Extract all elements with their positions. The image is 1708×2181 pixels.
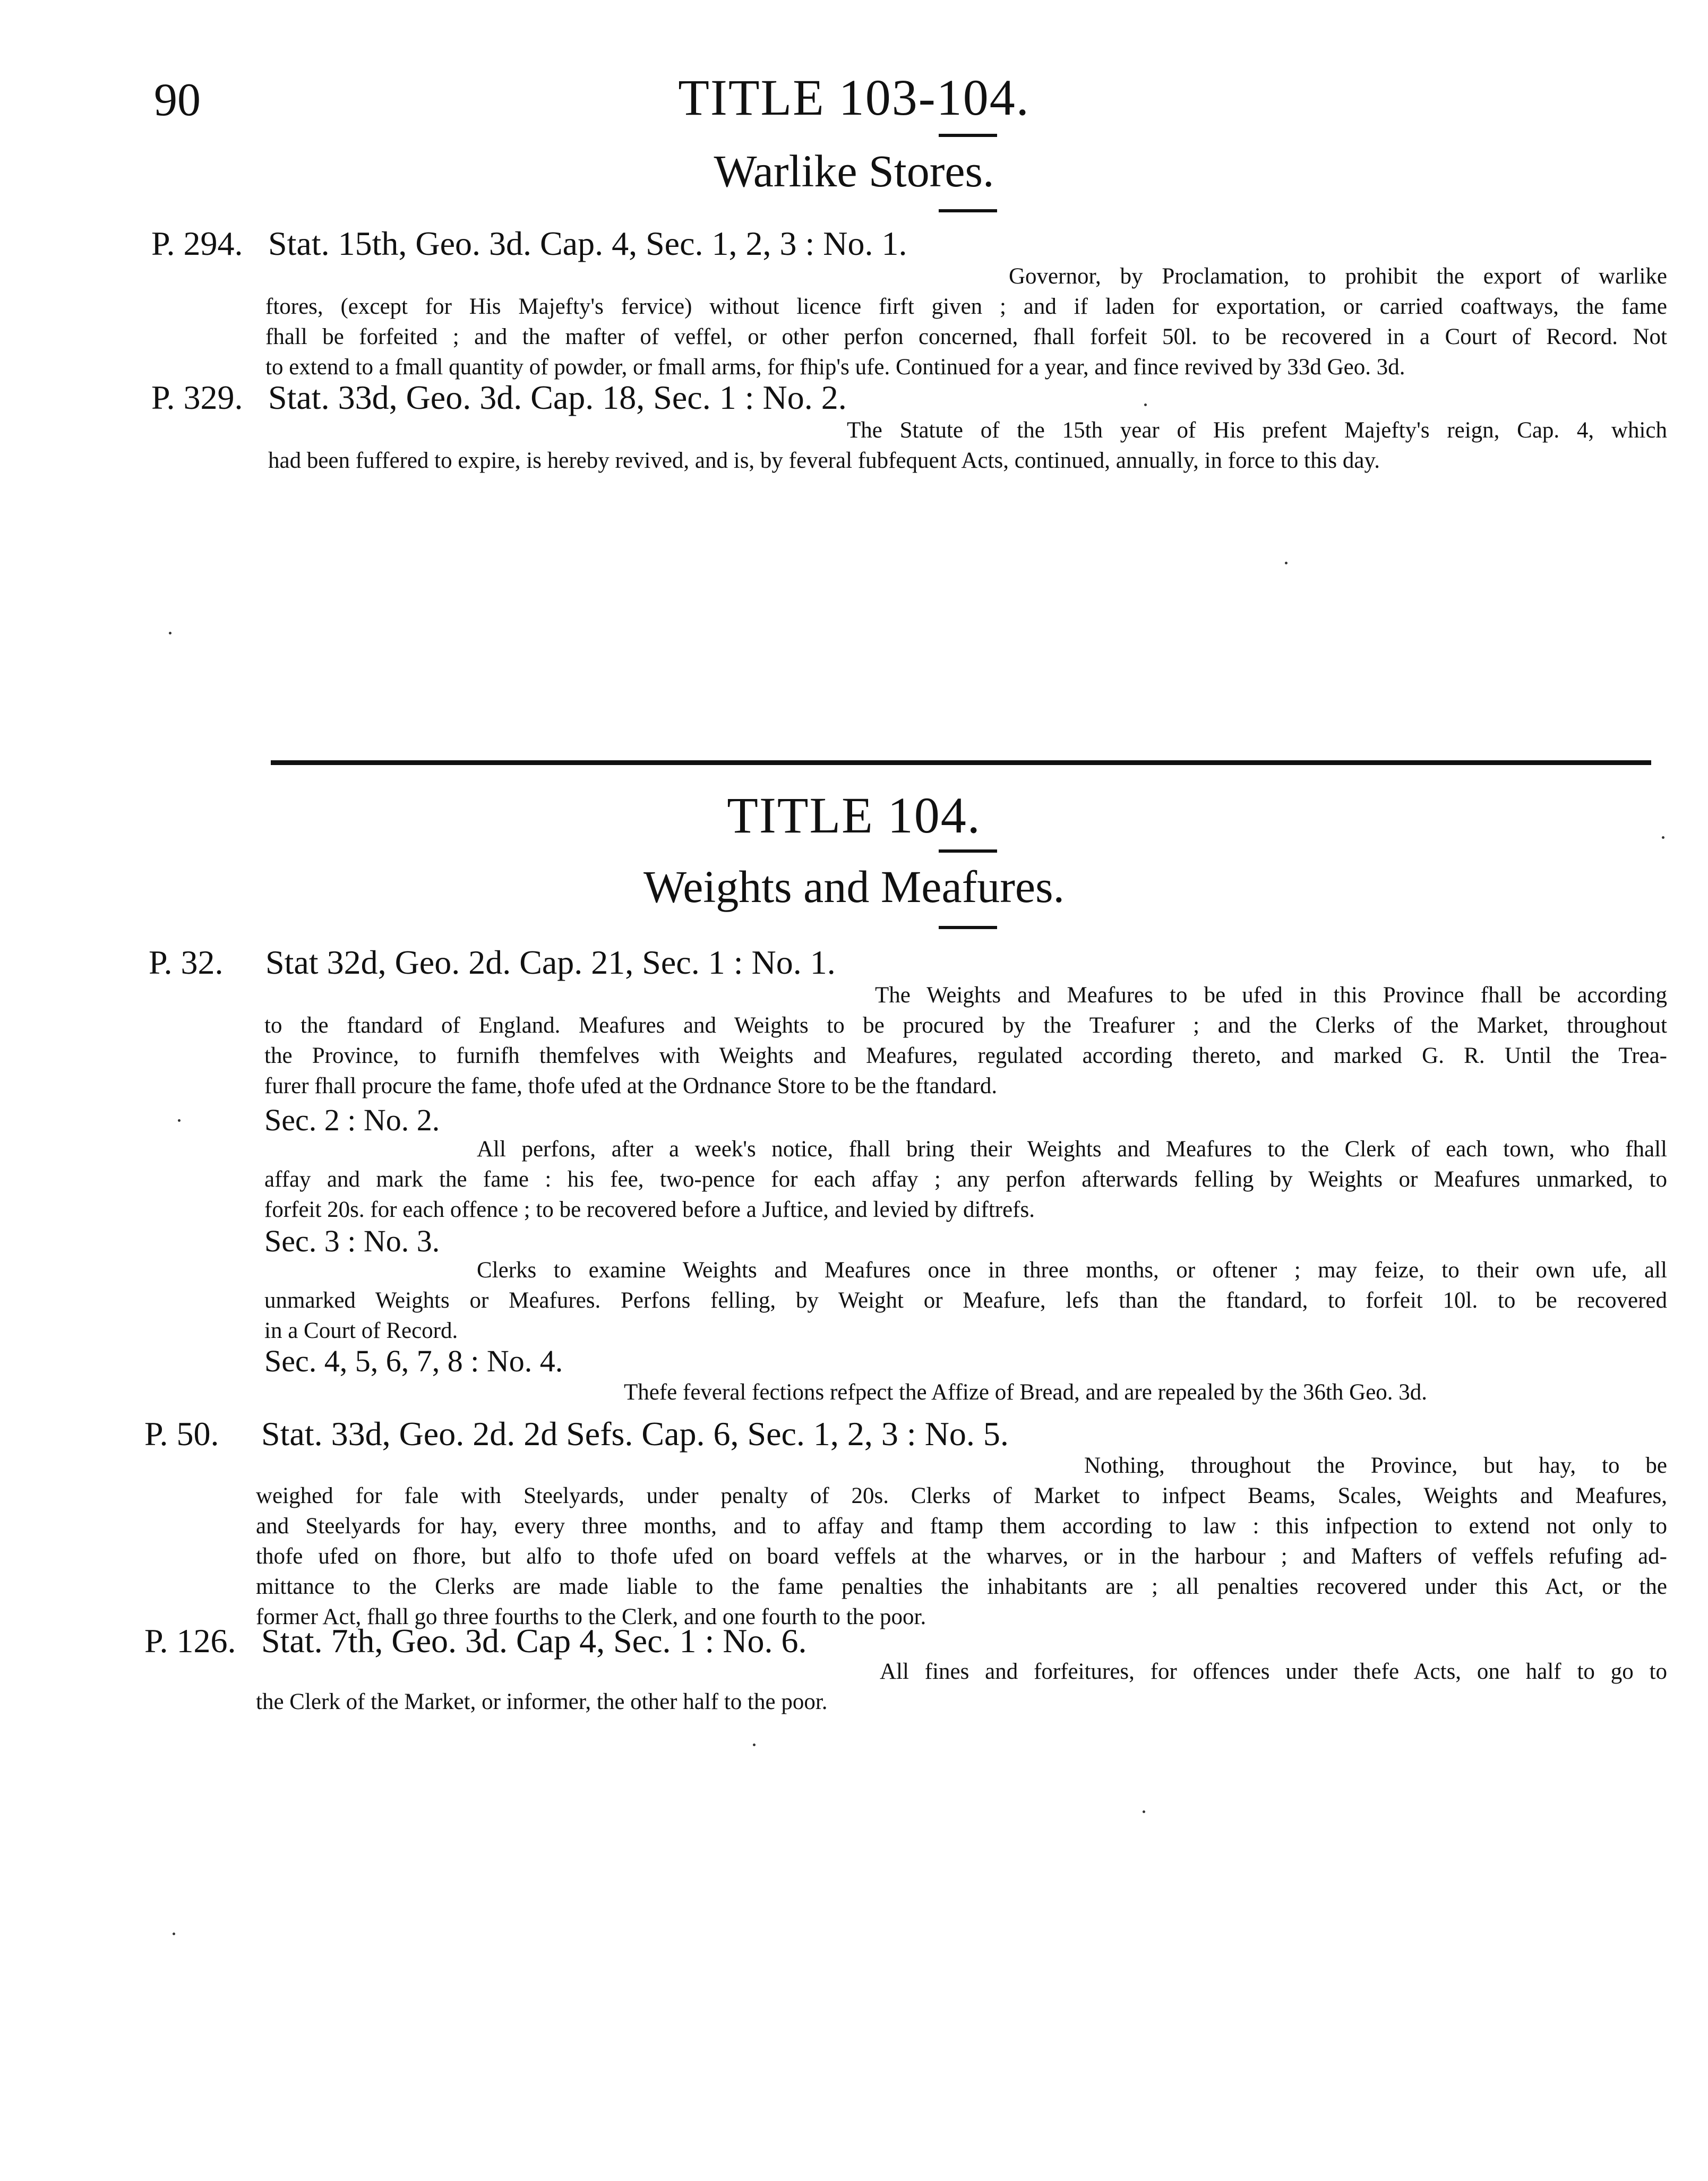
page-ref: P. 126. xyxy=(144,1622,236,1660)
text-line: forfeit 20s. for each offence ; to be recovered before a Juftice, and levied by diftrefs. xyxy=(264,1197,1035,1222)
statute-citation: Stat 32d, Geo. 2d. Cap. 21, Sec. 1 : No. 1. xyxy=(265,943,836,981)
text-line: Clerks to examine Weights and Meafures once in three months, or oftener ; may feize, to their own ufe, all xyxy=(477,1258,1667,1283)
section1-subtitle: Warlike Stores. xyxy=(714,145,994,196)
statute-citation: Stat. 15th, Geo. 3d. Cap. 4, Sec. 1, 2, 3 : No. 1. xyxy=(268,225,907,262)
text-line: thofe ufed on fhore, but alfo to thofe ufed on board veffels at the wharves, or in the harbour ; and Mafters of veffels refufing ad- xyxy=(256,1544,1667,1569)
scan-speck xyxy=(1285,562,1288,564)
page-ref: P. 32. xyxy=(149,943,224,981)
entry-heading xyxy=(151,224,907,263)
section-heading: Sec. 3 : No. 3. xyxy=(264,1224,440,1258)
scan-speck xyxy=(1662,836,1664,839)
text-line: to the ftandard of England. Meafures and Weights to be procured by the Treafurer ; and the Clerks of the Market, throughout xyxy=(264,1013,1667,1038)
page-ref: P. 329. xyxy=(151,379,243,416)
text-line: had been fuffered to expire, is hereby revived, and is, by feveral fubfequent Acts, continued, annually, in force to this day. xyxy=(268,448,1380,473)
text-line: and Steelyards for hay, every three months, and to affay and ftamp them according to law : this infpection to extend not only to xyxy=(256,1514,1667,1539)
text-line: Governor, by Proclamation, to prohibit the export of warlike xyxy=(1009,264,1667,289)
scan-speck xyxy=(173,1933,175,1935)
section-heading: Sec. 4, 5, 6, 7, 8 : No. 4. xyxy=(264,1344,563,1378)
entry-text xyxy=(256,1450,1667,1632)
text-line: to extend to a fmall quantity of powder, or fmall arms, for fhip's ufe. Continued for a year, and fince revived by 33d Geo. 3d. xyxy=(265,355,1405,380)
text-line: Nothing, throughout the Province, but hay, to be xyxy=(1084,1453,1667,1478)
entry-text xyxy=(264,1255,1667,1346)
subtitle-rule xyxy=(939,209,997,212)
entry-heading xyxy=(149,943,836,982)
page-number: 90 xyxy=(154,74,201,126)
entry-text xyxy=(264,980,1667,1101)
scan-speck xyxy=(753,1744,756,1746)
text-line: ftores, (except for His Majefty's fervice) without licence firft given ; and if laden for exportation, or carried coaftways, the fame xyxy=(265,294,1667,319)
page-ref: P. 50. xyxy=(144,1415,219,1453)
text-line: former Act, fhall go three fourths to the Clerk, and one fourth to the poor. xyxy=(256,1604,926,1629)
text-line: Thefe feveral fections refpect the Affize of Bread, and are repealed by the 36th Geo. 3d. xyxy=(624,1380,1428,1405)
text-line: fhall be forfeited ; and the mafter of veffel, or other perfon concerned, fhall forfeit 50l. to be recovered in a Court of Record. Not xyxy=(265,324,1667,349)
entry-text xyxy=(256,1656,1667,1717)
section2-title: TITLE 104. xyxy=(727,787,981,844)
entry-heading xyxy=(151,378,847,417)
text-line: unmarked Weights or Meafures. Perfons felling, by Weight or Meafure, lefs than the ftandard, to forfeit 10l. to be recovered xyxy=(264,1288,1667,1313)
text-line: affay and mark the fame : his fee, two-pence for each affay ; any perfon afterwards felling by Weights or Meafures unmarked, to xyxy=(264,1167,1667,1192)
text-line: the Clerk of the Market, or informer, the other half to the poor. xyxy=(256,1689,828,1714)
title-rule xyxy=(939,134,997,137)
scan-speck xyxy=(1143,1810,1145,1813)
text-line: the Province, to furnifh themfelves with Weights and Meafures, regulated according thereto, and marked G. R. Until the Trea- xyxy=(264,1043,1667,1068)
subtitle-rule xyxy=(939,926,997,929)
entry-text xyxy=(264,1134,1667,1225)
text-line: The Weights and Meafures to be ufed in this Province fhall be according xyxy=(875,983,1667,1008)
text-line: in a Court of Record. xyxy=(264,1318,458,1343)
entry-heading xyxy=(144,1414,1009,1454)
text-line: weighed for fale with Steelyards, under penalty of 20s. Clerks of Market to infpect Beams, Scales, Weights and Meafures, xyxy=(256,1483,1667,1508)
scan-speck xyxy=(169,632,171,634)
title-rule xyxy=(939,849,997,853)
statute-citation: Stat. 33d, Geo. 3d. Cap. 18, Sec. 1 : No. 2. xyxy=(268,379,847,416)
entry-text xyxy=(268,415,1667,476)
text-line: The Statute of the 15th year of His prefent Majefty's reign, Cap. 4, which xyxy=(847,418,1667,443)
entry-heading xyxy=(144,1621,806,1661)
section2-subtitle: Weights and Meafures. xyxy=(643,861,1065,912)
page-ref: P. 294. xyxy=(151,225,243,262)
statute-citation: Stat. 7th, Geo. 3d. Cap 4, Sec. 1 : No. 6. xyxy=(261,1622,807,1660)
text-line: All fines and forfeitures, for offences under thefe Acts, one half to go to xyxy=(880,1659,1667,1684)
text-line: All perfons, after a week's notice, fhall bring their Weights and Meafures to the Clerk of each town, who fhall xyxy=(477,1137,1667,1162)
section1-title: TITLE 103-104. xyxy=(678,69,1030,126)
text-line: furer fhall procure the fame, thofe ufed at the Ordnance Store to be the ftandard. xyxy=(264,1074,998,1098)
statute-citation: Stat. 33d, Geo. 2d. 2d Sefs. Cap. 6, Sec. 1, 2, 3 : No. 5. xyxy=(261,1415,1009,1453)
scan-speck xyxy=(1144,403,1147,406)
entry-text xyxy=(265,261,1667,382)
section-heading: Sec. 2 : No. 2. xyxy=(264,1103,440,1137)
entry-text xyxy=(624,1377,1427,1407)
section-divider xyxy=(271,760,1651,765)
text-line: mittance to the Clerks are made liable to the fame penalties the inhabitants are ; all penalties recovered under this Act, or the xyxy=(256,1574,1667,1599)
scan-speck xyxy=(178,1119,181,1122)
